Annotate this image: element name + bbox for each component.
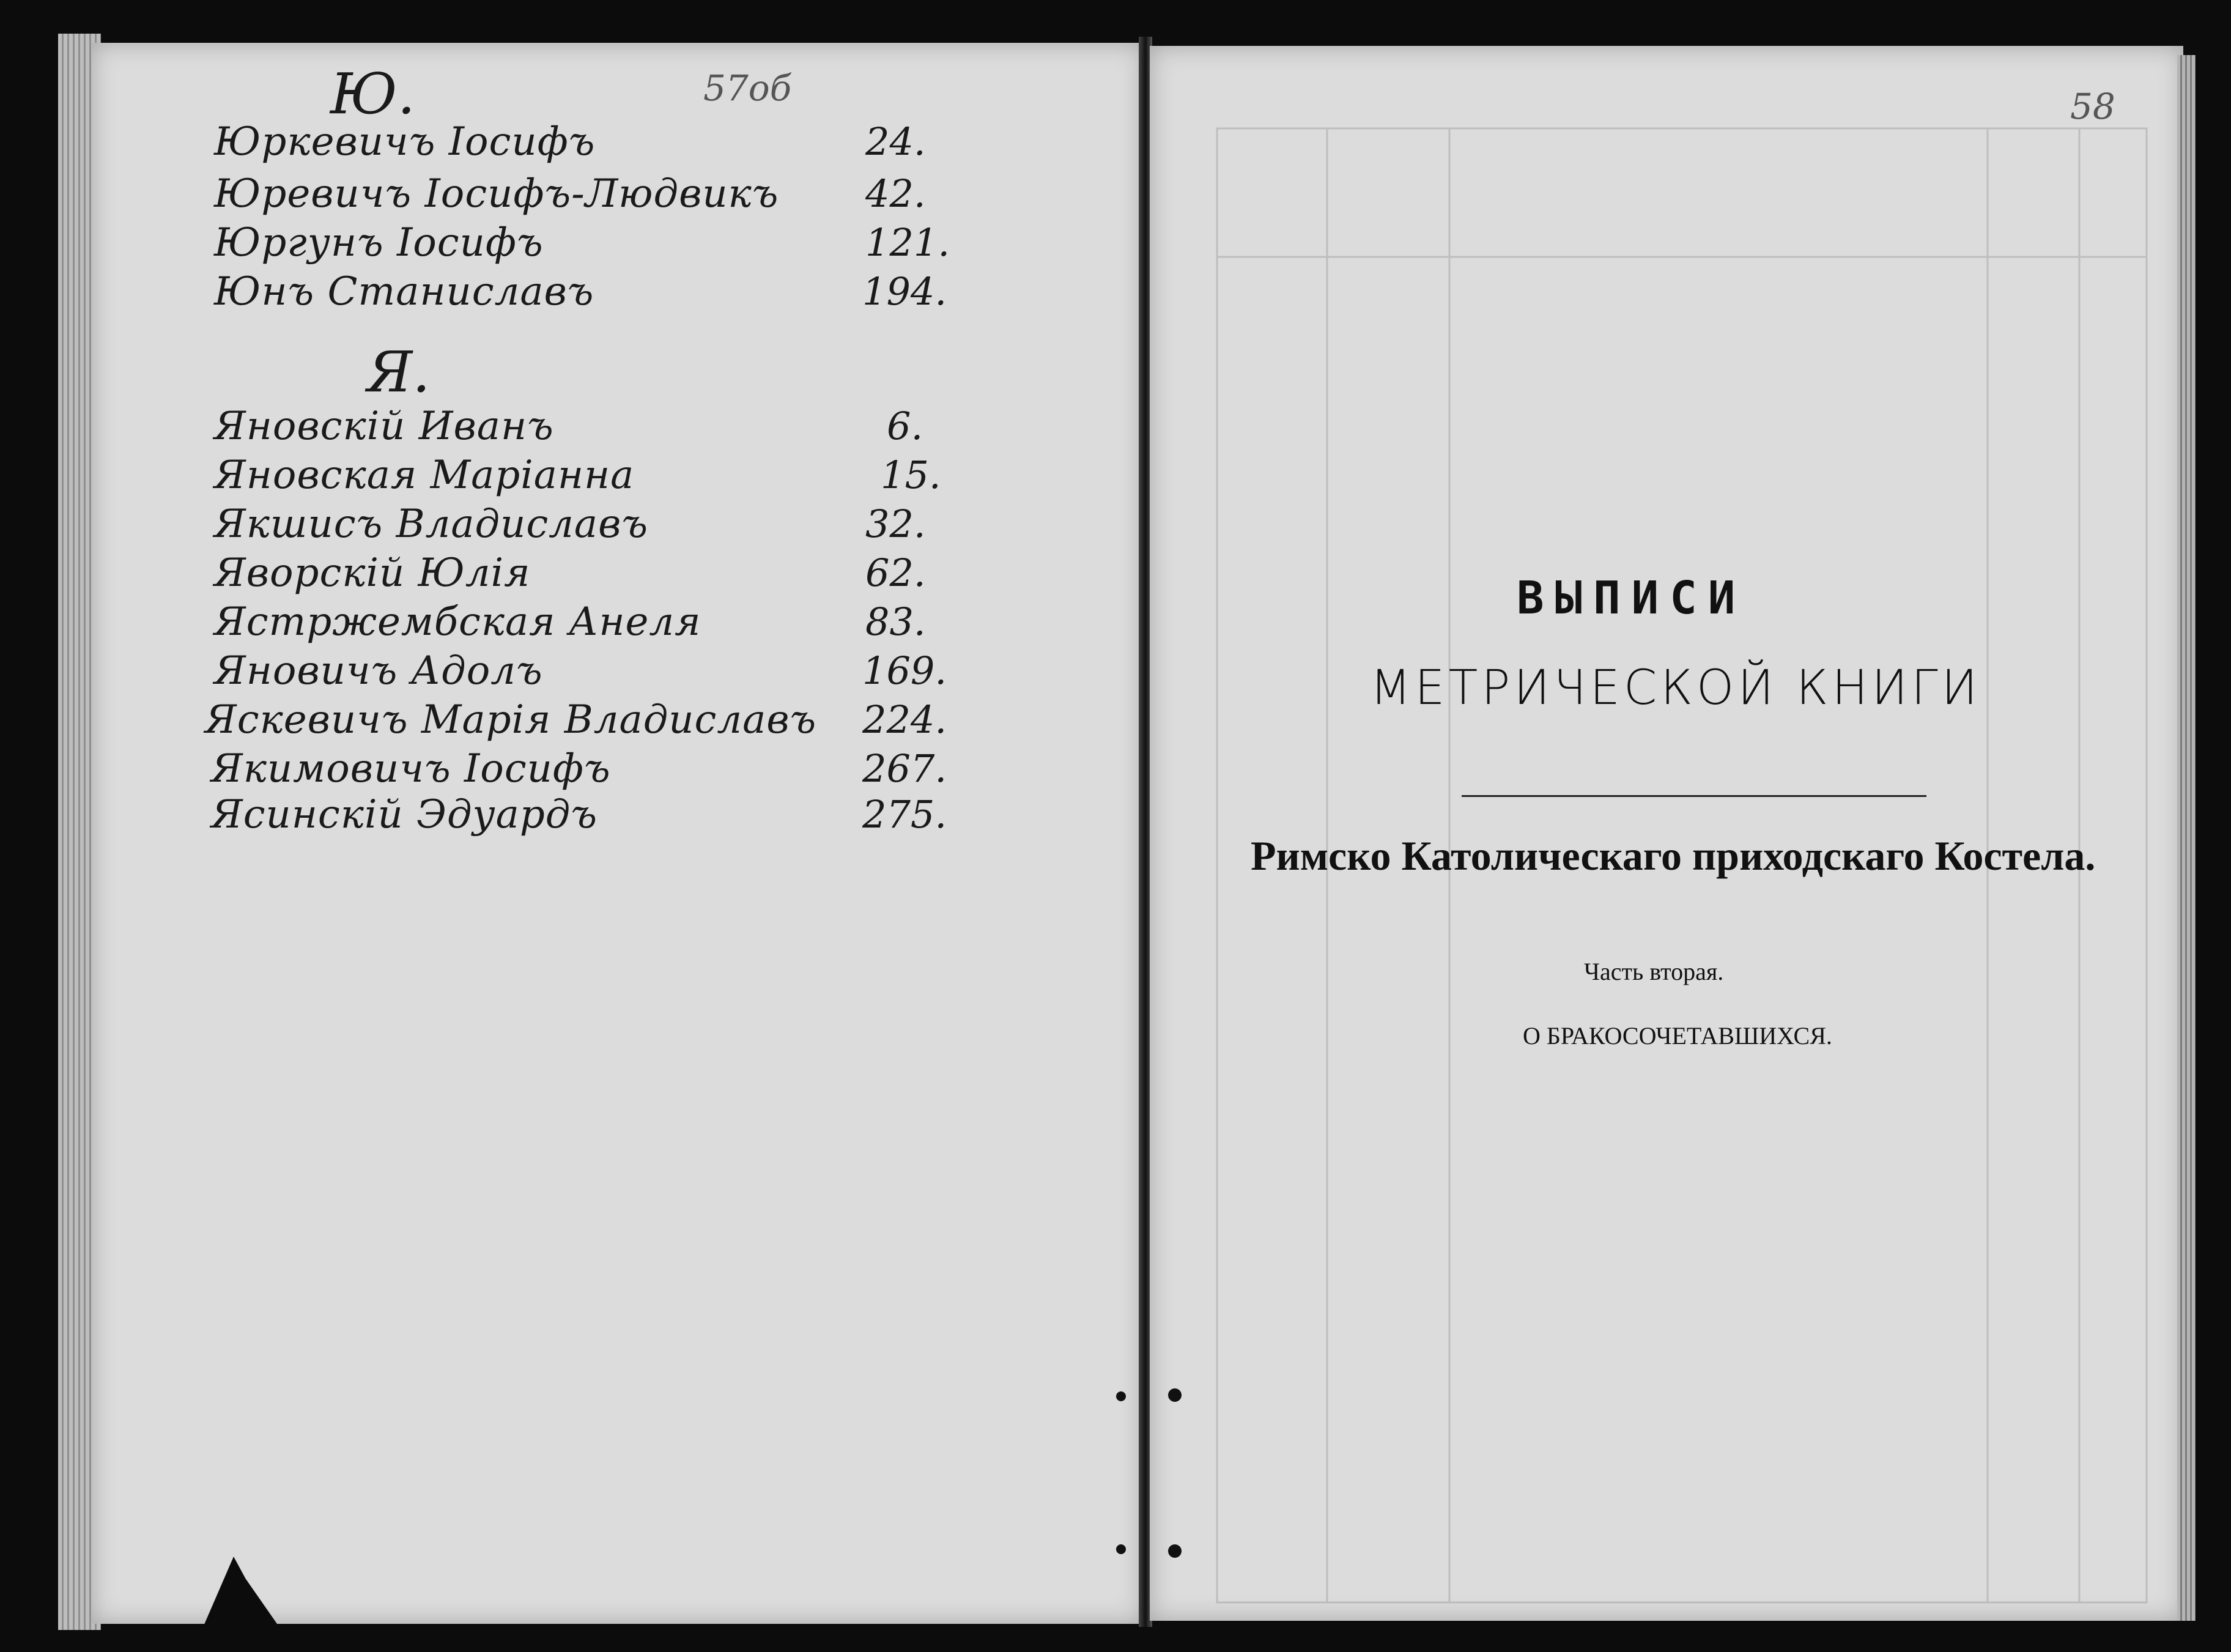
binding-hole: [1168, 1388, 1182, 1402]
index-entry-number: 62.: [865, 550, 926, 595]
index-letter-heading: Я.: [367, 339, 431, 405]
part-label: Часть вторая.: [1584, 958, 1724, 985]
index-entry-number: 15.: [881, 453, 941, 497]
right-page-edges: [2177, 55, 2196, 1621]
title-vypisi: ВЫПИСИ: [1517, 572, 1747, 624]
title-divider: [1462, 795, 1926, 797]
index-entry-name: Якшисъ Владиславъ: [214, 502, 648, 547]
index-entry-name: Яновская Маріанна: [214, 453, 635, 498]
index-entry-number: 275.: [862, 792, 947, 837]
index-entry-number: 169.: [862, 648, 947, 693]
index-entry-number: 83.: [865, 599, 926, 644]
index-entry-name: Яворскій Юлія: [214, 550, 531, 596]
index-entry-name: Яновскій Иванъ: [214, 404, 554, 449]
index-entry-number: 121.: [865, 220, 950, 265]
index-entry-number: 194.: [862, 269, 947, 314]
index-entry-name: Ястржембская Анеля: [214, 599, 701, 645]
church-name: Римско Католическаго приходскаго Костела.: [1251, 832, 2096, 879]
index-entry-name: Ясинскій Эдуардъ: [211, 792, 598, 837]
index-entry-number: 24.: [865, 119, 926, 164]
index-entry-name: Юревичъ Іосифъ-Людвикъ: [214, 171, 779, 217]
index-entry-number: 267.: [862, 746, 947, 791]
index-entry-name: Яновичъ Адолъ: [214, 648, 543, 694]
index-entry-name: Юнъ Станиславъ: [214, 269, 594, 314]
index-entry-number: 32.: [865, 502, 926, 546]
index-entry-number: 6.: [887, 404, 923, 448]
index-entry-number: 224.: [862, 697, 947, 742]
index-entry-name: Юркевичъ Іосифъ: [214, 119, 596, 165]
right-folio-number: 58: [2070, 86, 2115, 127]
index-entry-number: 42.: [865, 171, 926, 216]
binding-hole: [1116, 1391, 1126, 1401]
section-subject: О БРАКОСОЧЕТАВШИХСЯ.: [1523, 1022, 1832, 1050]
index-entry-name: Юргунъ Іосифъ: [214, 220, 544, 265]
binding-hole: [1168, 1544, 1182, 1558]
index-entry-name: Яскевичъ Марія Владиславъ: [205, 697, 817, 743]
left-folio-number: 57об: [703, 67, 792, 109]
index-letter-heading: Ю.: [330, 61, 416, 127]
title-metricheskoy-knigi: МЕТРИЧЕСКОЙ КНИГИ: [1370, 661, 1981, 716]
binding-hole: [1116, 1544, 1126, 1554]
index-entry-name: Якимовичъ Іосифъ: [211, 746, 611, 791]
